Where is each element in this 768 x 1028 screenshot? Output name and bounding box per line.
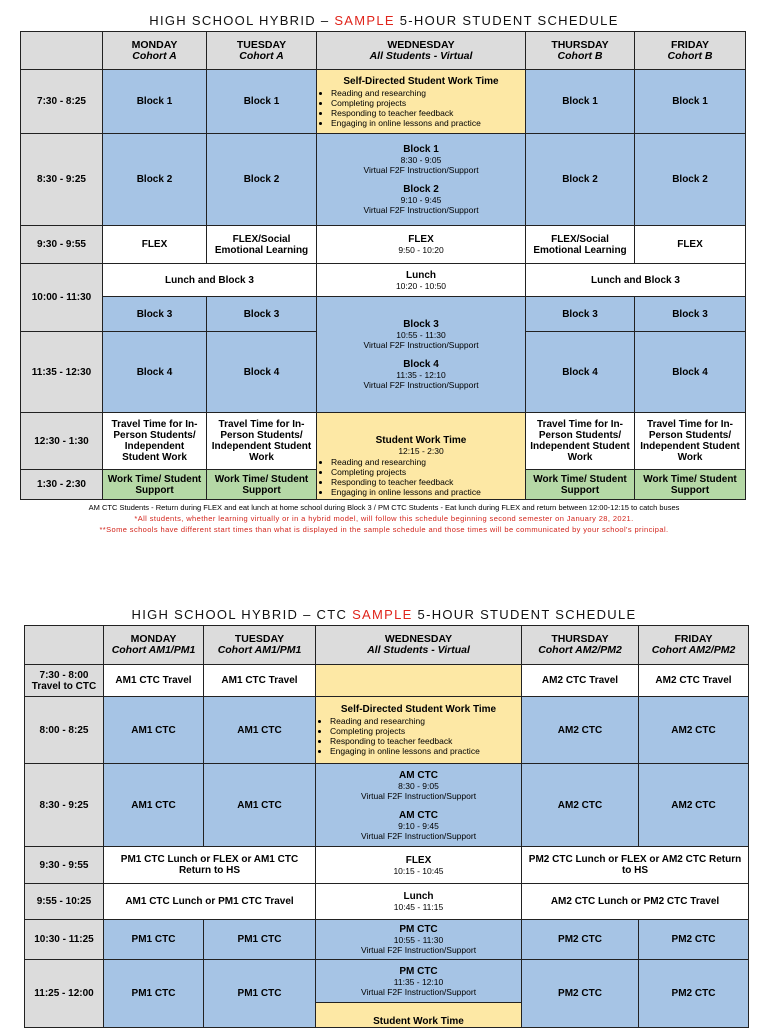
time-cell: 12:30 - 1:30 [21, 413, 103, 470]
cell-pm2-ctc: PM2 CTC [639, 960, 749, 1028]
title-text-end: 5-HOUR STUDENT SCHEDULE [412, 607, 637, 622]
wed-student-work-time: Student Work Time 12:15 - 2:30 • Reading and researching • Completing projects • Responding to teacher feedback • Engaging in online lessons and practice [317, 413, 526, 500]
cell-block3: Block 3 [207, 297, 317, 332]
cell-block3: Block 3 [526, 297, 635, 332]
time-cell: 10:00 - 11:30 [21, 264, 103, 332]
cell-block4: Block 4 [635, 332, 746, 413]
cell-work-support: Work Time/ Student Support [635, 470, 746, 500]
cell-am1-lunch-travel: AM1 CTC Lunch or PM1 CTC Travel [104, 884, 316, 920]
title-text-end: 5-HOUR STUDENT SCHEDULE [394, 13, 619, 28]
row-0730 [25, 665, 749, 697]
row-0800 [25, 697, 749, 764]
footnote-ctc: AM CTC Students - Return during FLEX and eat lunch at home school during Block 3 / PM CTC Students - Eat lunch during FLEX and return between 12:00-12:15 to catch buses [88, 503, 680, 512]
cell-work-support: Work Time/ Student Support [103, 470, 207, 500]
time-cell: 11:35 - 12:30 [21, 332, 103, 413]
row-0930 [25, 847, 749, 884]
cell-flex-social: FLEX/Social Emotional Learning [207, 226, 317, 264]
schedule2-title [0, 607, 768, 622]
cell-block2: Block 2 [526, 134, 635, 226]
header-row [25, 626, 749, 665]
row-1125 [25, 960, 749, 1003]
wed-block1-block2: Block 1 8:30 - 9:05 Virtual F2F Instruction/Support Block 2 9:10 - 9:45 Virtual F2F Instruction/Support [317, 134, 526, 226]
cell-block4: Block 4 [526, 332, 635, 413]
cell-pm2-ctc: PM2 CTC [522, 960, 639, 1028]
row-0955 [25, 884, 749, 920]
schedule1-title [0, 13, 768, 28]
cell-block2: Block 2 [103, 134, 207, 226]
header-monday: MONDAY Cohort A [103, 32, 207, 70]
wed-pm-ctc-2: PM CTC 11:35 - 12:10 Virtual F2F Instruction/Support [316, 960, 522, 1003]
wed-am-ctc: AM CTC 8:30 - 9:05 Virtual F2F Instruction/Support AM CTC 9:10 - 9:45 Virtual F2F Instruction/Support [316, 764, 522, 847]
wed-self-directed: Self-Directed Student Work Time • Reading and researching • Completing projects • Responding to teacher feedback • Engaging in online lessons and practice [316, 697, 522, 764]
row-1000-lunch [21, 264, 746, 297]
cell-travel: Travel Time for In-Person Students/ Independent Student Work [635, 413, 746, 470]
schedule1-table [20, 31, 746, 500]
row-1000-block3 [21, 297, 746, 332]
header-wednesday: WEDNESDAY All Students - Virtual [316, 626, 522, 665]
cell-pm2-lunch-flex: PM2 CTC Lunch or FLEX or AM2 CTC Return to HS [522, 847, 749, 884]
cell-block1: Block 1 [526, 70, 635, 134]
title-sample-word: SAMPLE [334, 13, 395, 28]
cell-am2-travel: AM2 CTC Travel [522, 665, 639, 697]
wed-flex: FLEX 9:50 - 10:20 [317, 226, 526, 264]
wed-pm-ctc-1: PM CTC 10:55 - 11:30 Virtual F2F Instruction/Support [316, 920, 522, 960]
cell-block1: Block 1 [103, 70, 207, 134]
cell-travel: Travel Time for In-Person Students/ Independent Student Work [526, 413, 635, 470]
cell-am1-ctc: AM1 CTC [104, 697, 204, 764]
corner-cell [21, 32, 103, 70]
header-monday: MONDAY Cohort AM1/PM1 [104, 626, 204, 665]
cell-am2-ctc: AM2 CTC [639, 697, 749, 764]
cell-am2-travel: AM2 CTC Travel [639, 665, 749, 697]
cell-lunch-block3: Lunch and Block 3 [103, 264, 317, 297]
time-cell: 9:55 - 10:25 [25, 884, 104, 920]
wed-block3-block4: Block 3 10:55 - 11:30 Virtual F2F Instruction/Support Block 4 11:35 - 12:10 Virtual F2F Instruction/Support [317, 297, 526, 413]
header-tuesday: TUESDAY Cohort A [207, 32, 317, 70]
footnote-start-times: **Some schools have different start times than what is displayed in the sample schedule and those times will be communicated by your school's principal. [99, 525, 669, 534]
cell-pm1-ctc: PM1 CTC [204, 960, 316, 1028]
wed-bullets: • Reading and researching • Completing projects • Responding to teacher feedback • Engaging in online lessons and practice [319, 457, 523, 497]
cell-work-support: Work Time/ Student Support [207, 470, 317, 500]
cell-pm1-ctc: PM1 CTC [104, 960, 204, 1028]
wed-lunch: Lunch 10:45 - 11:15 [316, 884, 522, 920]
cell-lunch-block3: Lunch and Block 3 [526, 264, 746, 297]
cell-pm1-ctc: PM1 CTC [204, 920, 316, 960]
cell-am1-ctc: AM1 CTC [104, 764, 204, 847]
cell-am1-travel: AM1 CTC Travel [104, 665, 204, 697]
row-0730 [21, 70, 746, 134]
cell-am2-ctc: AM2 CTC [522, 697, 639, 764]
time-cell: 10:30 - 11:25 [25, 920, 104, 960]
cell-am2-ctc: AM2 CTC [639, 764, 749, 847]
cell-block4: Block 4 [103, 332, 207, 413]
cell-block1: Block 1 [207, 70, 317, 134]
wed-empty [316, 665, 522, 697]
cell-block2: Block 2 [207, 134, 317, 226]
wed-self-directed: Self-Directed Student Work Time • Reading and researching • Completing projects • Responding to teacher feedback • Engaging in online lessons and practice [317, 70, 526, 134]
row-0830 [21, 134, 746, 226]
wed-lunch: Lunch 10:20 - 10:50 [317, 264, 526, 297]
wed-bullets: • Reading and researching • Completing projects • Responding to teacher feedback • Engaging in online lessons and practice [319, 88, 523, 128]
time-cell: 9:30 - 9:55 [21, 226, 103, 264]
cell-travel: Travel Time for In-Person Students/ Independent Student Work [207, 413, 317, 470]
cell-flex: FLEX [635, 226, 746, 264]
row-1030 [25, 920, 749, 960]
row-1230 [21, 413, 746, 470]
wed-student-work-time: Student Work Time [316, 1003, 522, 1028]
header-thursday: THURSDAY Cohort B [526, 32, 635, 70]
cell-am1-travel: AM1 CTC Travel [204, 665, 316, 697]
title-text: HIGH SCHOOL HYBRID – CTC [131, 607, 353, 622]
cell-block1: Block 1 [635, 70, 746, 134]
header-friday: FRIDAY Cohort B [635, 32, 746, 70]
cell-pm1-lunch-flex: PM1 CTC Lunch or FLEX or AM1 CTC Return to HS [104, 847, 316, 884]
cell-flex: FLEX [103, 226, 207, 264]
title-sample-word: SAMPLE [352, 607, 413, 622]
time-cell: 9:30 - 9:55 [25, 847, 104, 884]
wed-bullets: • Reading and researching • Completing projects • Responding to teacher feedback • Engaging in online lessons and practice [318, 716, 519, 756]
cell-travel: Travel Time for In-Person Students/ Independent Student Work [103, 413, 207, 470]
cell-pm1-ctc: PM1 CTC [104, 920, 204, 960]
corner-cell [25, 626, 104, 665]
cell-am2-ctc: AM2 CTC [522, 764, 639, 847]
cell-block3: Block 3 [103, 297, 207, 332]
time-cell: 11:25 - 12:00 [25, 960, 104, 1028]
header-friday: FRIDAY Cohort AM2/PM2 [639, 626, 749, 665]
time-cell: 8:30 - 9:25 [25, 764, 104, 847]
time-cell: 7:30 - 8:00 Travel to CTC [25, 665, 104, 697]
cell-am2-lunch-travel: AM2 CTC Lunch or PM2 CTC Travel [522, 884, 749, 920]
row-0830 [25, 764, 749, 847]
header-row [21, 32, 746, 70]
cell-work-support: Work Time/ Student Support [526, 470, 635, 500]
header-tuesday: TUESDAY Cohort AM1/PM1 [204, 626, 316, 665]
time-cell: 7:30 - 8:25 [21, 70, 103, 134]
cell-pm2-ctc: PM2 CTC [639, 920, 749, 960]
cell-block3: Block 3 [635, 297, 746, 332]
title-text: HIGH SCHOOL HYBRID – [149, 13, 335, 28]
schedule2-table [24, 625, 749, 1028]
footnote-all-students: *All students, whether learning virtually or in a hybrid model, will follow this schedule beginning second semester on January 28, 2021. [134, 514, 634, 523]
header-thursday: THURSDAY Cohort AM2/PM2 [522, 626, 639, 665]
time-cell: 8:30 - 9:25 [21, 134, 103, 226]
time-cell: 1:30 - 2:30 [21, 470, 103, 500]
header-wednesday: WEDNESDAY All Students - Virtual [317, 32, 526, 70]
cell-block2: Block 2 [635, 134, 746, 226]
cell-block4: Block 4 [207, 332, 317, 413]
cell-pm2-ctc: PM2 CTC [522, 920, 639, 960]
cell-am1-ctc: AM1 CTC [204, 764, 316, 847]
time-cell: 8:00 - 8:25 [25, 697, 104, 764]
wed-flex: FLEX 10:15 - 10:45 [316, 847, 522, 884]
cell-flex-social: FLEX/Social Emotional Learning [526, 226, 635, 264]
cell-am1-ctc: AM1 CTC [204, 697, 316, 764]
row-0930 [21, 226, 746, 264]
